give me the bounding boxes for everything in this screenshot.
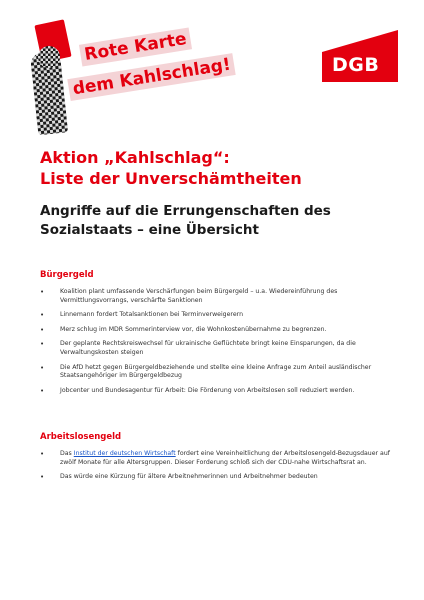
list-item (40, 288, 390, 305)
bullet-icon: • (40, 363, 45, 372)
bullet-list (40, 288, 390, 395)
campaign-logo (24, 16, 233, 134)
list-item-text-pre: Das (60, 450, 74, 457)
bullet-icon: • (40, 311, 45, 320)
page-subtitle-line-1: Angriffe auf die Errungenschaften des (40, 203, 331, 219)
list-item (40, 387, 390, 396)
bullet-icon: • (40, 473, 45, 482)
list-item (40, 473, 390, 482)
list-item-text: Die AfD hetzt gegen Bürgergeldbeziehende und stellte eine kleine Anfrage zum Anteil ausländischer Staatsangehöriger im Bürgergeldbezug (60, 363, 372, 380)
bullet-list (40, 450, 390, 482)
bullet-icon: • (40, 386, 45, 395)
bullet-icon: • (40, 450, 45, 458)
list-item (40, 311, 390, 320)
list-item-text: Linnemann fordert Totalsanktionen bei Terminverweigerern (60, 311, 243, 319)
list-item (40, 364, 390, 381)
person-head-icon (38, 46, 60, 68)
list-item-text-post: fordert eine Vereinheitlichung der Arbeitslosengeld-Bezugsdauer auf zwölf Monate für alle Altersgruppen. Dieser Forderung schloß sich der CDU-nahe Wirtschaftsrat an. (60, 450, 390, 466)
list-item (40, 450, 390, 467)
list-item (40, 340, 390, 357)
iw-institute-link[interactable]: Institut der deutschen Wirtschaft (73, 450, 176, 457)
list-item-text: Das würde eine Kürzung für ältere Arbeitnehmerinnen und Arbeitnehmer bedeuten (60, 473, 318, 481)
bullet-icon: • (40, 325, 45, 334)
list-item (40, 326, 390, 335)
section-buergergeld (40, 270, 390, 401)
page-subtitle (40, 202, 331, 240)
dgb-logo (322, 30, 398, 82)
dgb-logo-text: DGB (332, 54, 380, 76)
section-heading: Bürgergeld (40, 270, 94, 280)
campaign-line-1: Rote Karte (79, 27, 192, 66)
list-item-text: Der geplante Rechtskreiswechsel für ukrainische Geflüchtete bringt keine Einsparungen, da die Verwaltungskosten steigen (60, 340, 356, 356)
page-subtitle-line-2: Sozialstaats – eine Übersicht (40, 222, 259, 238)
list-item-text: Jobcenter und Bundesagentur für Arbeit: Die Förderung von Arbeitslosen soll reduziert werden. (60, 386, 355, 394)
section-heading: Arbeitslosengeld (40, 432, 122, 442)
list-item-text: Koalition plant umfassende Verschärfungen beim Bürgergeld – u.a. Wiedereinführung des Vermittlungsvorrangs, verschärfte Sanktionen (60, 288, 338, 304)
page-title (40, 147, 302, 189)
page-title-line-2: Liste der Unverschämtheiten (40, 169, 302, 188)
bullet-icon: • (40, 340, 45, 349)
list-item-text: Merz schlug im MDR Sommerinterview vor, die Wohnkostenübernahme zu begrenzen. (60, 325, 327, 333)
page-title-line-1: Aktion „Kahlschlag“: (40, 148, 230, 167)
bullet-icon: • (40, 288, 45, 296)
section-arbeitslosengeld (40, 432, 390, 488)
campaign-line-2: dem Kahlschlag! (67, 53, 236, 101)
